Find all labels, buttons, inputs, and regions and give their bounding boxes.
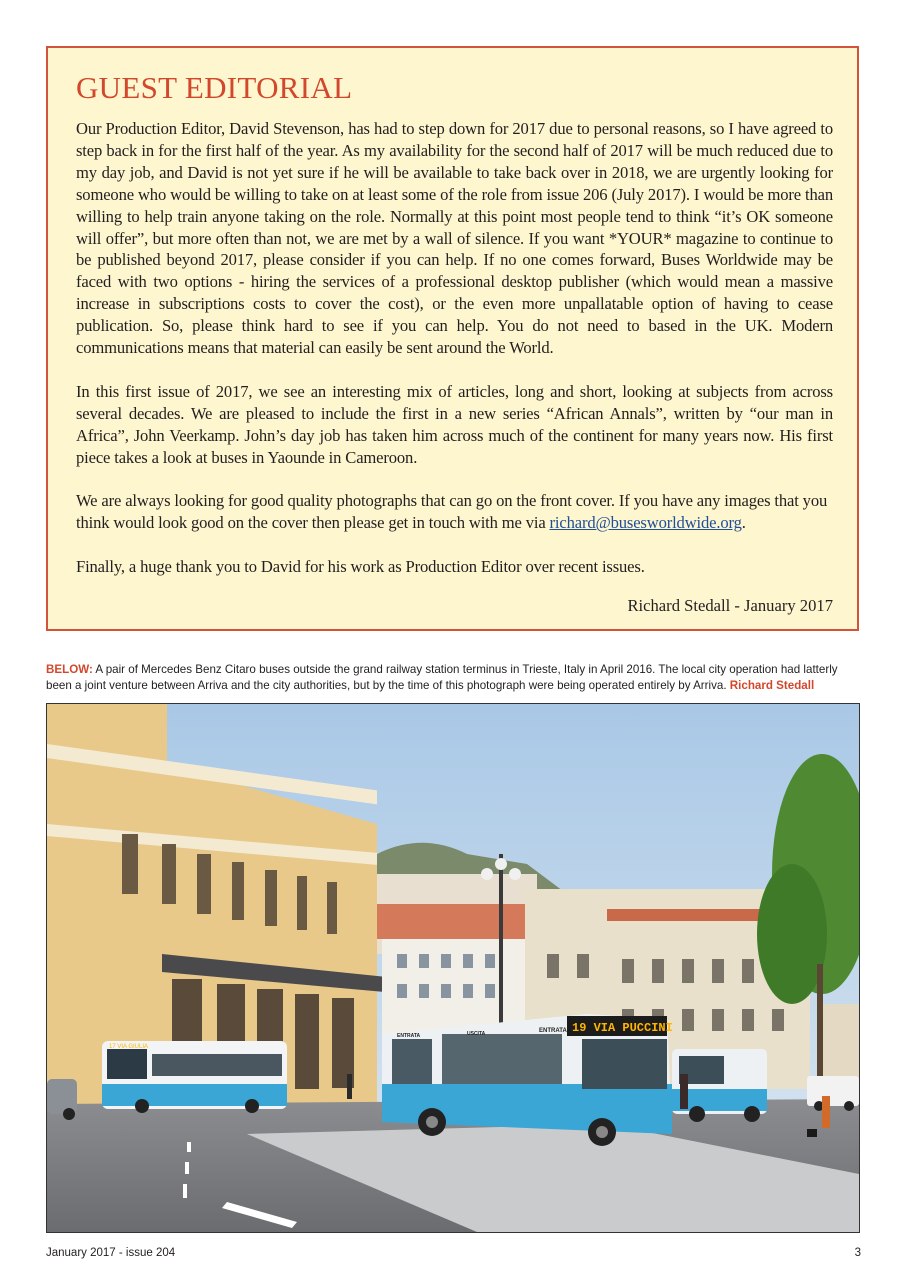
caption-credit: Richard Stedall bbox=[729, 678, 815, 692]
editorial-paragraph-3 bbox=[76, 490, 833, 534]
caption-text: A pair of Mercedes Benz Citaro buses outside the grand railway station terminus in Trieste, Italy in April 2016. The local city operation had latterly been a joint venture between Arriva and the city authorities, but by the time of this photograph were being operated entirely by Arriva. bbox=[46, 663, 838, 692]
door-uscita-label: USCITA bbox=[467, 1031, 486, 1037]
editorial-signature: Richard Stedall - January 2017 bbox=[627, 595, 833, 615]
door-entrata-front-label: ENTRATA bbox=[539, 1028, 567, 1034]
white-van bbox=[807, 1076, 859, 1111]
caption-lead: BELOW: bbox=[46, 663, 93, 676]
cover-text-before: We are always looking for good quality photographs that can go on the front cover. If you have any images that you think would look good on the cover then please get in touch with me via bbox=[76, 491, 828, 533]
editorial-closing: Finally, a huge thank you to David for his work as Production Editor over recent issues. bbox=[76, 557, 645, 577]
editorial-paragraph-2: In this first issue of 2017, we see an interesting mix of articles, long and short, looking at subjects from across several decades. We are pleased to include the first in a new series “African Annals”, written by “our man in Africa”, John Veerkamp. John’s day job has taken him across much of the continent for many years now. His first piece takes a look at buses in Yaounde in Cameroon. bbox=[76, 381, 833, 467]
editorial-paragraph-1: Our Production Editor, David Stevenson, has had to step down for 2017 due to personal reasons, so I have agreed to step back in for the first half of the year. As my availability for the second half of 2017 will be much reduced due to my day job, and David is not yet sure if he will be available to take back over in 2018, we are urgently looking for someone who would be willing to take on at least some of the role from issue 206 (July 2017). I would be more than willing to help train anyone taking on the role. Normally at this point most people tend to think “it’s OK someone will offer”, but more often than not, we are met by a wall of silence. If you want *YOUR* magazine to continue to be published beyond 2017, please consider if you can help. If no one comes forward, Buses Worldwide may be faced with two options - hiring the services of a professional desktop publisher (which would mean a massive increase in subscriptions costs to cover the cost), or the even more unpallatable option of having to cease publication. So, please think hard to see if you can help. You do not need to based in the UK. Modern communications means that material can easily be sent around the World. bbox=[76, 119, 833, 358]
bus-main bbox=[382, 1014, 673, 1146]
cover-text-after: . bbox=[741, 513, 746, 533]
bus-destination: 19 VIA PUCCINI bbox=[572, 1021, 673, 1035]
bus-left bbox=[102, 1041, 287, 1113]
trieste-bus-photo bbox=[46, 703, 860, 1233]
bus-left-destination: 17 VIA GIULIA bbox=[109, 1044, 149, 1050]
parked-car bbox=[47, 1079, 77, 1120]
editorial-title: GUEST EDITORIAL bbox=[76, 70, 353, 105]
photo-caption bbox=[46, 662, 862, 693]
footer-issue: January 2017 - issue 204 bbox=[46, 1247, 176, 1259]
photo-illustration bbox=[47, 704, 859, 1232]
door-entrata-label: ENTRATA bbox=[397, 1033, 421, 1039]
guest-editorial-box bbox=[46, 46, 859, 631]
footer-page-number: 3 bbox=[854, 1247, 861, 1259]
email-link[interactable]: richard@busesworldwide.org bbox=[549, 513, 742, 533]
